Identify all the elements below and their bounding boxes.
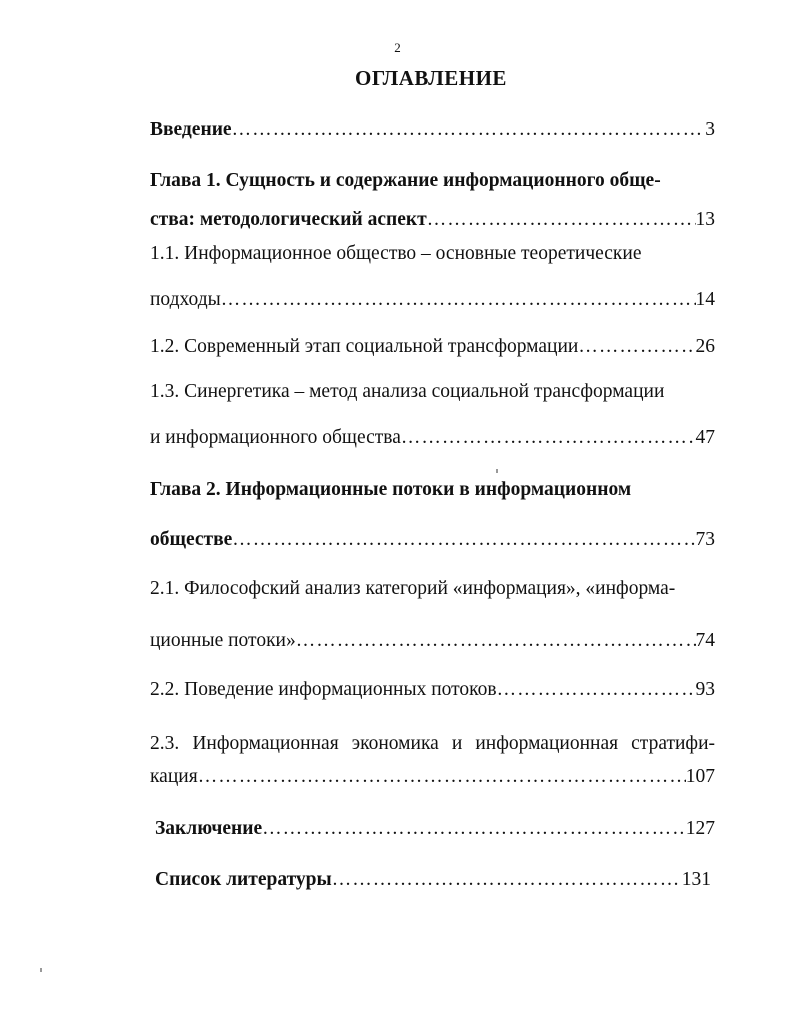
toc-entry-chapter-1 xyxy=(150,168,715,194)
toc-word: 2.3. xyxy=(150,733,180,754)
toc-label: ционные потоки» xyxy=(150,630,296,651)
toc-word: Информационная xyxy=(192,733,339,754)
toc-label: Введение xyxy=(150,119,232,140)
page-number: 2 xyxy=(394,40,401,55)
toc-page: 26 xyxy=(695,336,715,357)
toc-leader xyxy=(232,117,706,143)
toc-entry-chapter-2 xyxy=(150,477,715,503)
toc-entry-section-2-1 xyxy=(150,576,715,602)
toc-label: 1.1. Информационное общество – основные теоретические xyxy=(150,243,642,264)
toc-entry-chapter-1-cont xyxy=(150,207,715,233)
toc-entry-section-2-2 xyxy=(150,677,715,703)
toc-label: и информационного общества xyxy=(150,427,401,448)
toc-leader xyxy=(262,816,686,842)
toc-label: Глава 1. Сущность и содержание информационного обще- xyxy=(150,170,661,191)
toc-entry-section-2-1-cont xyxy=(150,628,715,654)
toc-label: подходы xyxy=(150,289,221,310)
toc-leader xyxy=(198,764,686,790)
toc-entry-references xyxy=(155,867,711,893)
toc-leader xyxy=(401,425,696,451)
toc-leader xyxy=(232,527,695,553)
toc-page: 107 xyxy=(685,766,715,787)
toc-page: 3 xyxy=(705,119,715,140)
toc-entry-section-1-3 xyxy=(150,379,715,405)
toc-entry-conclusion xyxy=(155,816,715,842)
page-title: ОГЛАВЛЕНИЕ xyxy=(355,66,507,90)
toc-entry-section-1-3-cont xyxy=(150,425,715,451)
toc-label: 1.2. Современный этап социальной трансформации xyxy=(150,336,579,357)
toc-label: 1.3. Синергетика – метод анализа социальной трансформации xyxy=(150,381,665,402)
toc-entry-section-1-1-cont xyxy=(150,287,715,313)
toc-page: 93 xyxy=(695,679,715,700)
toc-page: 47 xyxy=(695,427,715,448)
toc-page: 13 xyxy=(695,209,715,230)
toc-entry-section-2-3-cont xyxy=(150,764,715,790)
toc-label: 2.1. Философский анализ категорий «информация», «информа- xyxy=(150,578,676,599)
toc-leader xyxy=(221,287,696,313)
toc-leader xyxy=(332,867,682,893)
toc-label: кация xyxy=(150,766,198,787)
toc-page: 131 xyxy=(681,869,711,890)
toc-label: 2.2. Поведение информационных потоков xyxy=(150,679,497,700)
scan-speck xyxy=(496,469,498,473)
toc-leader xyxy=(427,207,696,233)
toc-entry-section-1-1 xyxy=(150,241,715,267)
toc-label: Заключение xyxy=(155,818,263,839)
toc-word: экономика xyxy=(351,733,439,754)
toc-word: информационная xyxy=(475,733,619,754)
toc-page: 14 xyxy=(695,289,715,310)
toc-label: Глава 2. Информационные потоки в информационном xyxy=(150,479,632,500)
toc-word: и xyxy=(451,733,463,754)
toc-label: обществе xyxy=(150,529,233,550)
scan-speck xyxy=(40,968,42,972)
toc-leader xyxy=(578,334,695,360)
toc-page: 74 xyxy=(695,630,715,651)
toc-word: стратифи- xyxy=(631,733,715,754)
toc-entry-intro xyxy=(150,117,715,143)
toc-leader xyxy=(296,628,696,654)
toc-page: 127 xyxy=(685,818,715,839)
toc-label: Список литературы xyxy=(155,869,332,890)
toc-entry-section-1-2 xyxy=(150,334,715,360)
toc-leader xyxy=(497,677,696,703)
toc-label: ства: методологический аспект xyxy=(150,209,427,230)
toc-entry-chapter-2-cont xyxy=(150,527,715,553)
toc-page: 73 xyxy=(695,529,715,550)
toc-entry-section-2-3 xyxy=(150,731,715,757)
